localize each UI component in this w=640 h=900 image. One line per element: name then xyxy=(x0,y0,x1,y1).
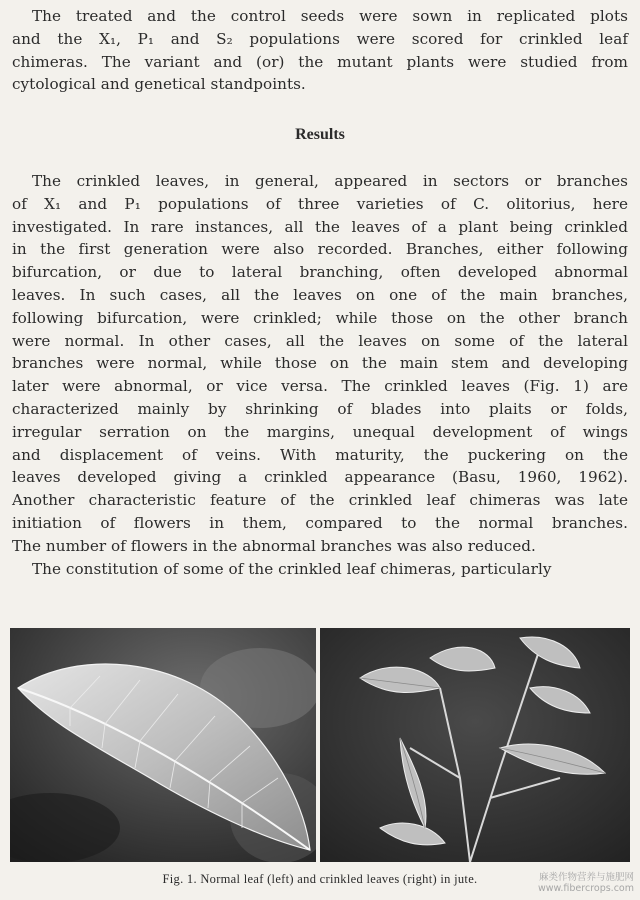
text-line: were normal. In other cases, all the leaves on some of the lateral xyxy=(12,331,628,350)
crinkled-leaves-photo xyxy=(320,628,630,862)
text-line: of X₁ and P₁ populations of three varieties of C. olitorius, here xyxy=(12,194,628,213)
text-line: Another characteristic feature of the crinkled leaf chimeras was late xyxy=(12,491,628,510)
normal-leaf-photo xyxy=(10,628,316,862)
figure-caption: Fig. 1. Normal leaf (left) and crinkled leaves (right) in jute. xyxy=(162,872,478,886)
text-line: branches were normal, while those on the main stem and developing xyxy=(12,354,628,373)
text-line: in the first generation were also recorded. Branches, either following xyxy=(12,240,628,259)
text-line: investigated. In rare instances, all the leaves of a plant being crinkled xyxy=(12,217,628,236)
text-line: The treated and the control seeds were sown in replicated plots xyxy=(32,7,628,25)
text-line: The number of flowers in the abnormal branches was also reduced. xyxy=(12,536,536,555)
watermark-line: 麻类作物营养与施肥网 xyxy=(538,872,634,883)
section-heading: Results xyxy=(295,126,345,143)
text-line: The crinkled leaves, in general, appeared in sectors or branches xyxy=(32,172,628,190)
text-line: initiation of flowers in them, compared to the normal branches. xyxy=(12,513,628,532)
watermark-line: www.fibercrops.com xyxy=(537,883,634,894)
figure-1 xyxy=(10,628,630,862)
text-line: following bifurcation, were crinkled; while those on the other branch xyxy=(12,308,628,327)
text-line: characterized mainly by shrinking of blades into plaits or folds, xyxy=(12,399,628,418)
site-watermark xyxy=(538,872,634,894)
text-line: later were abnormal, or vice versa. The crinkled leaves (Fig. 1) are xyxy=(12,377,628,396)
text-line: and the X₁, P₁ and S₂ populations were scored for crinkled leaf xyxy=(12,29,628,48)
text-line: cytological and genetical standpoints. xyxy=(12,75,306,94)
text-line: chimeras. The variant and (or) the mutant plants were studied from xyxy=(12,52,628,71)
results-paragraph xyxy=(12,170,628,580)
text-line: bifurcation, or due to lateral branching, often developed abnormal xyxy=(12,263,628,282)
text-line: and displacement of veins. With maturity, the puckering on the xyxy=(12,445,628,464)
text-line: leaves developed giving a crinkled appearance (Basu, 1960, 1962). xyxy=(12,468,628,487)
text-line: The constitution of some of the crinkled leaf chimeras, particularly xyxy=(32,559,552,578)
text-line: leaves. In such cases, all the leaves on one of the main branches, xyxy=(12,285,628,304)
intro-paragraph xyxy=(12,5,628,96)
text-line: irregular serration on the margins, unequal development of wings xyxy=(12,422,628,441)
